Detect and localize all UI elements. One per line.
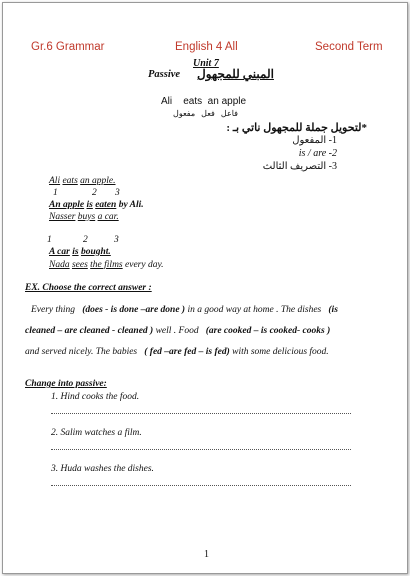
answer-line-3 [51,485,351,486]
example-sentence: Ali eats an apple [161,96,247,107]
answer-line-2 [51,449,351,450]
header-left: Gr.6 Grammar [31,41,105,53]
answer-line-1 [51,413,351,414]
exercise-title: EX. Choose the correct answer : [25,283,152,293]
exercise-line-2: cleaned – are cleaned - cleaned ) well . Food (are cooked – is cooked- cooks ) [25,326,331,336]
page-number: 1 [204,549,209,560]
ex2-active-sentence: Nada sees the films every day. [49,260,164,270]
ex1-active-sentence: Ali eats an apple. [49,176,116,186]
rule-step-3: 3- التصريف الثالث [262,161,337,172]
example-roles: فاعل فعل مفعول [173,109,238,118]
ex2-num-3: 3 [114,235,119,245]
ex1-num-1: 1 [53,188,58,198]
unit-title: Unit 7 [193,58,219,69]
change-item-1: 1. Hind cooks the food. [51,392,140,402]
ex1-num-2: 2 [92,188,97,198]
ex1-num-3: 3 [115,188,120,198]
ex2-num-2: 2 [83,235,88,245]
ex1-passive-sentence: An apple is eaten by Ali. [49,200,144,210]
header-right: Second Term [315,41,383,53]
rule-step-2: is / are -2 [298,148,337,159]
ex2-num-1: 1 [47,235,52,245]
exercise-line-3: and served nicely. The babies ( fed –are fed – is fed) with some delicious food. [25,347,329,357]
topic-english: Passive [148,69,181,80]
change-item-3: 3. Huda washes the dishes. [51,464,154,474]
change-title: Change into passive: [25,379,107,389]
rule-title: *لتحويل جملة للمجهول ناتي بـ : [226,122,367,134]
ex1-active-sentence-2: Nasser buys a car. [49,212,119,222]
ex2-passive-sentence: A car is bought. [49,247,111,257]
topic-arabic: المبني للمجهول [197,67,274,81]
rule-step-1: 1- المفعول [292,135,337,146]
exercise-line-1: Every thing (does - is done –are done ) in a good way at home . The dishes (is [31,305,338,315]
document-page [2,2,408,574]
change-item-2: 2. Salim watches a film. [51,428,142,438]
header-center: English 4 All [175,41,238,53]
